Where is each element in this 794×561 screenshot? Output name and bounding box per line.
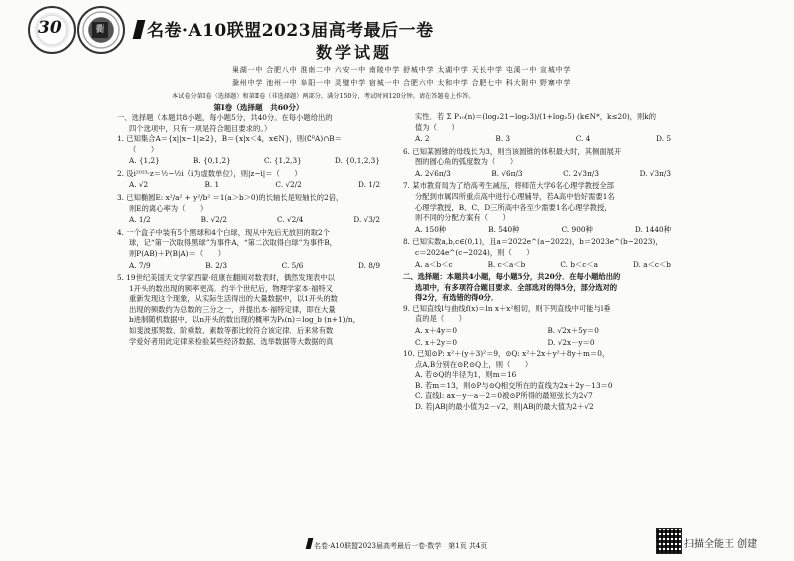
option: D. 1440种 — [634, 224, 671, 234]
option: D. 5 — [656, 134, 671, 144]
option: D. 8/9 — [358, 260, 380, 270]
title-rest: ·A10联盟2023届高考最后一卷 — [182, 21, 434, 41]
question-6-cont: 图的圆心角的弧度数为（ ） — [415, 157, 518, 167]
footer-text: ·A10联盟2023届高考最后一卷·数学 第1页 共4页 — [328, 542, 488, 550]
option: B. √2x＋5y＝0 — [547, 325, 599, 335]
section-1-heading-cont: 四个选项中，只有一项是符合题目要求的。） — [129, 123, 272, 133]
question-1-options — [117, 156, 400, 167]
option: B. √2/2 — [200, 215, 228, 225]
question-8: 8. 已知实数a,b,c∈(0,1)，且a＝2022e^(a−2022)，b＝2023e^(b−2023)， — [403, 237, 663, 247]
question-8-cont: c＝2024e^(c−2024)，则（ ） — [415, 247, 534, 257]
question-5-cont: 1开头的数出现的频率更高．约半个世纪后，物理学家本·福特又 — [129, 283, 333, 293]
option: D. a＜c＜b — [633, 259, 671, 269]
school-logo-seal — [28, 6, 76, 54]
option: B. {0,1,2} — [192, 156, 231, 166]
option: B. 若m＝13，则⊙P与⊙Q相交所在的直线为2x＋2y－13＝0 — [415, 380, 613, 390]
option: C. 4 — [575, 134, 591, 144]
question-5-cont: 学爱好者用此定律来检验某些经济数据、选举数据等大数据的真 — [129, 336, 334, 346]
option: C. 2√3π/3 — [563, 168, 599, 178]
option: D. √3π/3 — [639, 168, 671, 178]
title-brand: 名卷 — [147, 21, 182, 41]
question-6: 6. 已知某圆锥的母线长为3，则当该圆锥的体积最大时，其侧面展开 — [403, 146, 622, 156]
brand-mark-icon — [133, 20, 146, 39]
question-5-cont: 实性．若 Σ P₁₀(n)＝(log₂21−log₂3)/(1+log₂5) (k∈N*，k≤20)，则k的 — [415, 112, 656, 121]
page-footer — [307, 538, 487, 551]
question-7: 7. 某市教育局为了给高考生减压，将师范大学6名心理学教授全部 — [403, 181, 614, 191]
option: A. 150种 — [415, 224, 447, 234]
option: A. 1/2 — [129, 215, 151, 225]
logo-text: 衢 — [92, 22, 108, 38]
question-7-cont: 心理学教授，B、C、D三所高中各至少需要1名心理学教授， — [415, 202, 612, 212]
question-5-cont: b进制随机数据中，以n开头的数出现的概率为Pᵦ(n)＝log_b (n+1)/n， — [129, 315, 360, 325]
question-9-options-row2 — [403, 338, 691, 349]
question-8-options — [403, 260, 691, 271]
left-column — [117, 102, 400, 347]
option: D. √2x－y＝0 — [547, 337, 595, 347]
option: A. 2√6π/3 — [415, 168, 451, 178]
option: A. 7/9 — [129, 260, 151, 270]
option: B. 3 — [495, 134, 510, 144]
option: C. x＋2y＝0 — [415, 337, 458, 347]
section-2-heading-cont: 得2分，有选错的得0分． — [415, 293, 499, 303]
qr-code-icon — [656, 528, 682, 554]
option: C. {1,2,3} — [263, 156, 302, 166]
option: A. {1,2} — [129, 156, 160, 166]
option: A. a＜b＜c — [415, 259, 453, 269]
schools-row-1: 巢湖一中 合肥八中 淮南二中 六安一中 南陵中学 舒城中学 太湖中学 天长中学 屯溪一中 宣城中学 — [232, 66, 572, 74]
question-6-options — [403, 169, 691, 180]
question-7-cont: 分配到市属四所重点高中进行心理辅导，若A高中恰好需要1名 — [415, 192, 615, 202]
option: C. 5/6 — [281, 260, 304, 270]
option: B. 540种 — [488, 224, 520, 234]
question-5: 5. 19世纪美国天文学家西蒙·纽康在翻阅对数表时，偶然发现表中以 — [117, 273, 335, 283]
question-1-tail: （ ） — [129, 144, 159, 154]
question-4-options — [117, 261, 400, 272]
volume-title: 第Ⅰ卷（选择题 共60分） — [213, 103, 304, 112]
brand-mark-icon — [306, 538, 314, 549]
section-2-heading-cont: 选项中，有多项符合题目要求．全部选对的得5分，部分选对的 — [415, 282, 618, 292]
option: A. x＋4y＝0 — [415, 325, 458, 335]
option: B. c＜a＜b — [487, 259, 526, 269]
option: A. √2 — [129, 180, 149, 190]
question-9-cont: 直的是（ ） — [415, 314, 467, 324]
exam-subtitle: 数学试题 — [316, 43, 393, 62]
question-9: 9. 已知直线l与曲线f(x)＝ln x＋x²相切，则下列直线中可能与l垂 — [403, 303, 611, 313]
option: B. 1 — [204, 180, 220, 190]
option: C. 直线l: ax－y－a－2＝0被⊙P所得的最短弦长为2√7 — [415, 391, 593, 401]
question-3-cont: 则E的离心率为（ ） — [129, 203, 208, 213]
question-3-options — [117, 215, 400, 226]
option: A. 2 — [415, 134, 430, 144]
logo-text: 30 — [38, 18, 62, 38]
question-5-cont: 值为（ ） — [415, 122, 459, 132]
section-2-heading: 二、选择题：本题共4小题，每小题5分，共20分．在每小题给出的 — [403, 272, 621, 282]
option: D. √3/2 — [353, 215, 380, 225]
question-2: 2. 设i²⁰²³·z＝½−½i（i为虚数单位），则|z−i|＝（ ） — [117, 168, 302, 178]
question-4: 4. 一个盒子中装有5个黑球和4个白球，现从中先后无放回的取2个 — [117, 227, 330, 237]
question-7-cont: 则不同的分配方案有（ ） — [415, 213, 510, 223]
exam-title — [135, 16, 434, 41]
section-1-heading: 一、选择题（本题共8小题，每小题5分，共40分。在每小题给出的 — [117, 113, 333, 122]
question-9-options-row1 — [403, 326, 691, 337]
right-column — [403, 112, 691, 413]
question-5-cont: 如斐波那契数、阶乘数、素数等都比较符合该定律．后来常有数 — [129, 325, 334, 335]
question-5-options — [403, 134, 691, 145]
question-10-cont: 点A,B分别在⊙P,⊙Q上，则（ ） — [415, 359, 533, 369]
option: C. √2/4 — [277, 215, 304, 225]
footer-brand: 名卷 — [314, 542, 328, 550]
schools-row-2: 滁州中学 池州一中 阜阳一中 灵璧中学 宿城一中 合肥六中 太和中学 合肥七中 科大附中 野寨中学 — [232, 79, 572, 87]
option: A. 若⊙Q的半径为1，则m＝16 — [415, 370, 517, 380]
school-logo-emblem — [77, 6, 125, 54]
question-7-options — [403, 225, 691, 236]
option: D. {0,1,2,3} — [334, 156, 380, 166]
scanner-watermark: 扫描全能王 创建 — [684, 539, 758, 550]
question-1: 1. 已知集合A＝{x||x−1|≥2}，B＝{x|x＜4，x∈N}，则(∁ᴿA)∩B＝ — [117, 134, 342, 144]
exam-instructions: 本试卷分第Ⅰ卷（选择题）和第Ⅱ卷（非选择题）两部分，满分150分，考试时间120分钟。请在答题卷上作答。 — [172, 93, 475, 100]
option: D. 1/2 — [358, 180, 380, 190]
question-4-cont: 球，记“第一次取得黑球”为事件A，“第二次取得白球”为事件B， — [129, 238, 337, 248]
question-5-cont: 重新发现这个现象，从实际生活得出的大量数据中，以1开头的数 — [129, 294, 338, 304]
question-2-options — [117, 180, 400, 191]
option: D. 若|AB|的最小值为2－√2，则|AB|的最大值为2＋√2 — [415, 402, 594, 412]
question-4-cont: 则P(AB)＋P(B|A)＝（ ） — [129, 248, 226, 258]
option: B. 2/3 — [205, 260, 228, 270]
option: B. √6π/3 — [491, 168, 523, 178]
option: C. √2/2 — [275, 180, 302, 190]
option: C. 900种 — [561, 224, 593, 234]
question-5-cont: 出现的频数约为总数的三分之一，并提出本·福特定律，即在大量 — [129, 304, 336, 314]
question-3: 3. 已知椭圆E: x²/a² + y²/b² ＝1(a＞b＞0)的长轴长是短轴长的2倍， — [117, 193, 344, 203]
question-10: 10. 已知⊙P: x²＋(y＋3)²＝9，⊙Q: x²＋2x＋y²＋8y＋m＝0， — [403, 349, 610, 359]
option: C. b＜c＜a — [560, 259, 599, 269]
